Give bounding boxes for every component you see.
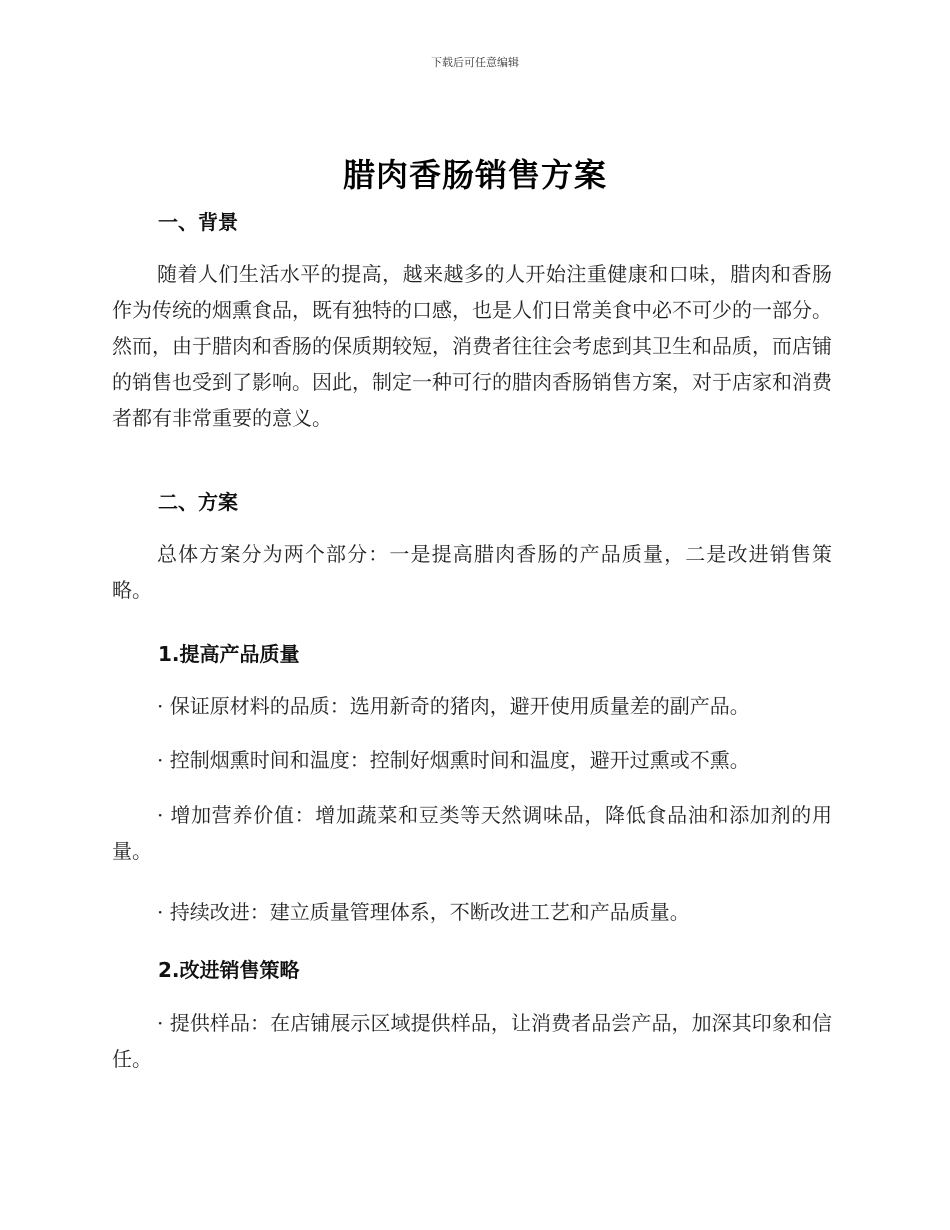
header-note: 下载后可任意编辑 xyxy=(431,56,519,69)
sales-bullet-1: · 提供样品：在店铺展示区域提供样品，让消费者品尝产品，加深其印象和信任。 xyxy=(112,1011,832,1071)
quality-bullet-3: · 增加营养价值：增加蔬菜和豆类等天然调味品，降低食品油和添加剂的用量。 xyxy=(112,803,832,863)
section-heading-background: 一、背景 xyxy=(158,210,238,234)
background-paragraph: 随着人们生活水平的提高，越来越多的人开始注重健康和口味，腊肉和香肠作为传统的烟熏食品，既有独特的口感，也是人们日常美食中必不可少的一部分。然而，由于腊肉和香肠的保质期较短，消费者往往会考虑到其卫生和品质，而店铺的销售也受到了影响。因此，制定一种可行的腊肉香肠销售方案，对于店家和消费者都有非常重要的意义。 xyxy=(112,262,832,430)
quality-bullet-2: · 控制烟熏时间和温度：控制好烟熏时间和温度，避开过熏或不熏。 xyxy=(157,748,750,772)
section-heading-plan: 二、方案 xyxy=(158,490,238,514)
subheading-product-quality: 1.提高产品质量 xyxy=(158,642,300,666)
quality-bullet-1: · 保证原材料的品质：选用新奇的猪肉，避开使用质量差的副产品。 xyxy=(157,694,750,718)
document-title: 腊肉香肠销售方案 xyxy=(342,156,607,194)
quality-bullet-4: · 持续改进：建立质量管理体系，不断改进工艺和产品质量。 xyxy=(157,900,690,924)
plan-paragraph: 总体方案分为两个部分：一是提高腊肉香肠的产品质量，二是改进销售策略。 xyxy=(112,542,832,602)
subheading-sales-strategy: 2.改进销售策略 xyxy=(158,958,300,982)
